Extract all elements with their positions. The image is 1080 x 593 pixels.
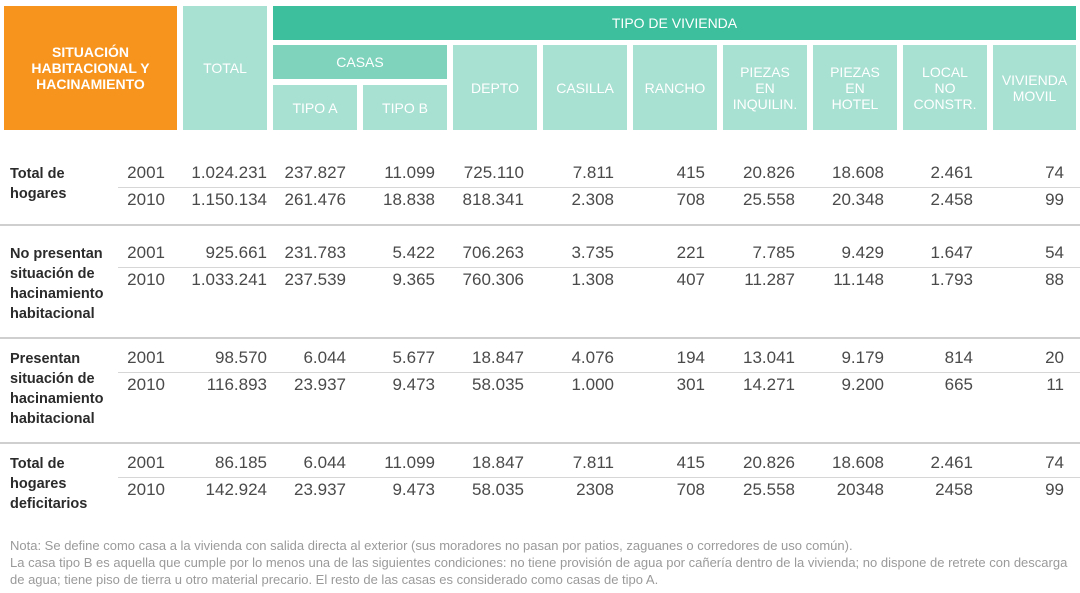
- table-cell: 18.838: [383, 190, 435, 209]
- table-cell: 74: [1045, 163, 1064, 182]
- table-cell: 23.937: [294, 375, 346, 394]
- table-cell: 2308: [576, 480, 614, 499]
- table-cell: 54: [1045, 243, 1064, 262]
- table-cell: 1.308: [571, 270, 614, 289]
- table-cell: 818.341: [462, 190, 524, 209]
- table-cell: 142.924: [205, 480, 267, 499]
- table-cell: 1.647: [930, 243, 973, 262]
- table-cell: 20.826: [743, 163, 795, 182]
- header-tipo-b-label: TIPO B: [382, 99, 428, 116]
- year-cell: 2010: [127, 480, 165, 499]
- header-tipo-b: [363, 85, 447, 130]
- table-cell: 20: [1045, 348, 1064, 367]
- table-cell: 1.033.241: [191, 270, 267, 289]
- table-cell: 18.608: [832, 453, 884, 472]
- year-cell: 2001: [127, 348, 165, 367]
- table-cell: 116.893: [206, 375, 267, 394]
- header-casas: [273, 45, 447, 79]
- table-cell: 3.735: [571, 243, 614, 262]
- table-cell: 760.306: [462, 270, 524, 289]
- table-cell: 2.461: [930, 163, 973, 182]
- table-cell: 415: [676, 163, 705, 182]
- table-cell: 18.847: [472, 348, 524, 367]
- header-depto: [453, 45, 537, 130]
- header-situacion: [4, 6, 177, 130]
- table-cell: 1.150.134: [191, 190, 267, 209]
- header-total: [183, 6, 267, 130]
- footnote-line: Nota: Se define como casa a la vivienda con salida directa al exterior (sus moradores no pasan por patios, zaguanes o corredores de uso común).: [10, 538, 853, 553]
- table-cell: 25.558: [743, 480, 795, 499]
- table-cell: 407: [676, 270, 705, 289]
- table-cell: 7.811: [572, 163, 614, 182]
- table-cell: 99: [1045, 480, 1064, 499]
- table-cell: 9.179: [841, 348, 884, 367]
- year-cell: 2010: [127, 375, 165, 394]
- table-cell: 7.785: [752, 243, 795, 262]
- table-cell: 2458: [935, 480, 973, 499]
- table-cell: 18.847: [472, 453, 524, 472]
- footnote-line: La casa tipo B es aquella que cumple por lo menos una de las siguientes condiciones: no tiene provisión de agua por cañería dentro de la vivienda; no dispone de retrete con descarga de agua; tiene piso de tierra u otro material precario. El resto de las casas es considerado como casas de tipo A.: [10, 555, 1068, 587]
- row-divider: [118, 267, 1080, 268]
- row-divider: [118, 187, 1080, 188]
- table-cell: 221: [676, 243, 705, 262]
- table-cell: 2.461: [930, 453, 973, 472]
- table-cell: 20.348: [832, 190, 884, 209]
- table-cell: 14.271: [743, 375, 795, 394]
- table-cell: 2.308: [571, 190, 614, 209]
- table-cell: 231.783: [284, 243, 346, 262]
- table-cell: 706.263: [462, 243, 524, 262]
- year-cell: 2001: [127, 453, 165, 472]
- table-cell: 11.099: [384, 453, 435, 472]
- table-cell: 9.365: [392, 270, 435, 289]
- table-cell: 88: [1045, 270, 1064, 289]
- header-casas-label: CASAS: [336, 54, 384, 70]
- table-cell: 58.035: [472, 480, 524, 499]
- table-cell: 11.287: [744, 270, 795, 289]
- table-cell: 5.677: [392, 348, 435, 367]
- header-depto-label: DEPTO: [471, 79, 519, 96]
- table-cell: 7.811: [572, 453, 614, 472]
- header-piezas-hotel-label: PIEZAS EN HOTEL: [830, 63, 880, 112]
- table-cell: 11.148: [833, 270, 884, 289]
- header-tipo-vivienda: [273, 6, 1076, 40]
- table-cell: 9.429: [841, 243, 884, 262]
- table-cell: 18.608: [832, 163, 884, 182]
- table-cell: 23.937: [294, 480, 346, 499]
- table-cell: 20.826: [743, 453, 795, 472]
- table-cell: 415: [676, 453, 705, 472]
- table-cell: 9.473: [392, 375, 435, 394]
- table-cell: 11: [1046, 375, 1064, 394]
- table-cell: 708: [676, 480, 705, 499]
- group-divider: [0, 337, 1080, 339]
- table-cell: 5.422: [392, 243, 435, 262]
- table-cell: 6.044: [303, 453, 346, 472]
- table-cell: 6.044: [303, 348, 346, 367]
- table-cell: 13.041: [743, 348, 795, 367]
- footnote: [10, 537, 1070, 588]
- row-group-label: Presentan situación de hacinamiento habitacional: [10, 351, 104, 427]
- header-piezas-inquilin: [723, 45, 807, 130]
- year-cell: 2001: [127, 163, 165, 182]
- row-divider: [118, 477, 1080, 478]
- row-group-label: Total de hogares: [10, 166, 67, 202]
- table-cell: 665: [944, 375, 973, 394]
- table-cell: 11.099: [384, 163, 435, 182]
- table-cell: 261.476: [284, 190, 346, 209]
- header-rancho-label: RANCHO: [644, 79, 706, 96]
- table-cell: 194: [676, 348, 705, 367]
- header-vivienda-movil-label: VIVIENDA MOVIL: [1001, 71, 1068, 104]
- table-cell: 301: [676, 375, 705, 394]
- table-cell: 814: [944, 348, 973, 367]
- table-cell: 86.185: [215, 453, 267, 472]
- header-total-label: TOTAL: [203, 60, 247, 76]
- header-piezas-hotel: [813, 45, 897, 130]
- table-cell: 4.076: [571, 348, 614, 367]
- table-cell: 1.793: [930, 270, 973, 289]
- year-cell: 2010: [127, 270, 165, 289]
- year-cell: 2001: [127, 243, 165, 262]
- header-tipo-vivienda-label: TIPO DE VIVIENDA: [611, 15, 738, 31]
- table-cell: 9.473: [392, 480, 435, 499]
- table-cell: 237.539: [284, 270, 346, 289]
- table-cell: 2.458: [930, 190, 973, 209]
- table-cell: 99: [1045, 190, 1064, 209]
- table-cell: 98.570: [215, 348, 267, 367]
- row-group-label: No presentan situación de hacinamiento habitacional: [10, 246, 104, 322]
- table-cell: 20348: [836, 480, 884, 499]
- row-group-label: Total de hogares deficitarios: [10, 456, 88, 512]
- table-cell: 25.558: [743, 190, 795, 209]
- table-cell: 237.827: [284, 163, 346, 182]
- group-divider: [0, 442, 1080, 444]
- table-cell: 1.000: [571, 375, 614, 394]
- table-cell: 925.661: [205, 243, 267, 262]
- table-cell: 74: [1045, 453, 1064, 472]
- header-vivienda-movil: [993, 45, 1076, 130]
- header-piezas-inquilin-label: PIEZAS EN INQUILIN.: [732, 63, 798, 112]
- header-local: [903, 45, 987, 130]
- header-rancho: [633, 45, 717, 130]
- header-local-label: LOCAL NO CONSTR.: [913, 63, 977, 112]
- header-tipo-a: [273, 85, 357, 130]
- header-casilla-label: CASILLA: [556, 79, 614, 96]
- year-cell: 2010: [127, 190, 165, 209]
- header-situacion-label: SITUACIÓN HABITACIONAL Y HACINAMIENTO: [31, 44, 150, 92]
- table-cell: 725.110: [463, 163, 524, 182]
- group-divider: [0, 224, 1080, 226]
- table-cell: 9.200: [841, 375, 884, 394]
- table-cell: 708: [676, 190, 705, 209]
- table-cell: 1.024.231: [191, 163, 267, 182]
- table-cell: 58.035: [472, 375, 524, 394]
- header-tipo-a-label: TIPO A: [292, 99, 338, 116]
- row-divider: [118, 372, 1080, 373]
- header-casilla: [543, 45, 627, 130]
